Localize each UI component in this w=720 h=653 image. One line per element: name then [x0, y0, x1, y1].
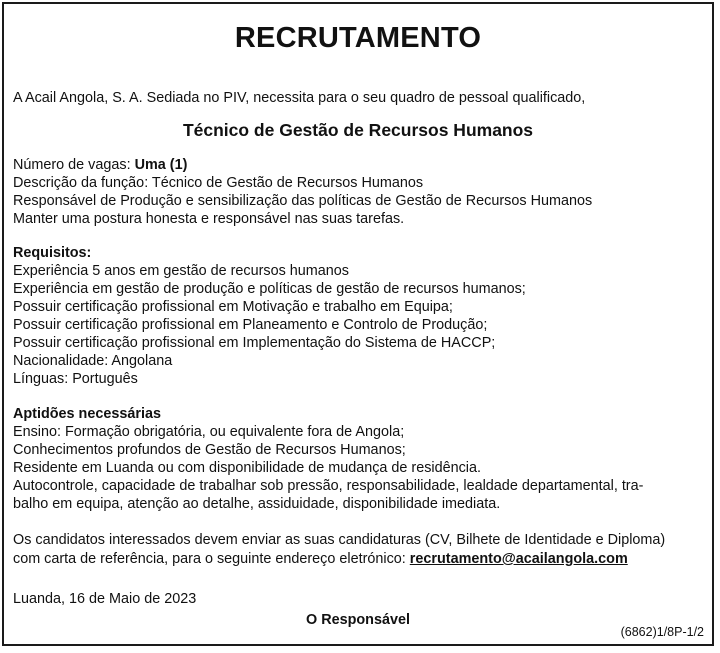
- description-line: Manter uma postura honesta e responsável nas suas tarefas.: [13, 211, 405, 227]
- application-text-2: [13, 550, 628, 568]
- requirement-item: Línguas: Português: [13, 371, 138, 387]
- skill-item: Ensino: Formação obrigatória, ou equivalente fora de Angola;: [13, 424, 405, 440]
- signature: O Responsável: [306, 612, 410, 628]
- skill-item: Residente em Luanda ou com disponibilidade de mudança de residência.: [13, 460, 482, 476]
- requirement-item: Nacionalidade: Angolana: [13, 353, 173, 369]
- position-title: Técnico de Gestão de Recursos Humanos: [182, 120, 534, 140]
- description-line: Descrição da função: Técnico de Gestão de Recursos Humanos: [13, 175, 424, 191]
- reference-code: (6862)1/8P-1/2: [620, 625, 704, 639]
- requirement-item: Experiência em gestão de produção e políticas de gestão de recursos humanos;: [13, 281, 526, 297]
- requirement-item: Possuir certificação profissional em Planeamento e Controlo de Produção;: [13, 317, 488, 333]
- vacancies-label: Número de vagas:: [13, 157, 131, 173]
- place-date: Luanda, 16 de Maio de 2023: [13, 591, 197, 607]
- description-line: Responsável de Produção e sensibilização das políticas de Gestão de Recursos Humanos: [13, 193, 593, 209]
- requirement-item: Possuir certificação profissional em Implementação do Sistema de HACCP;: [13, 335, 496, 351]
- vacancies-line: [13, 156, 187, 174]
- skill-item: Conhecimentos profundos de Gestão de Recursos Humanos;: [13, 442, 406, 458]
- application-prefix: com carta de referência, para o seguinte endereço eletrónico:: [13, 551, 406, 567]
- requirements-heading: Requisitos:: [13, 245, 92, 261]
- email-link[interactable]: recrutamento@acailangola.com: [409, 551, 628, 567]
- requirement-item: Possuir certificação profissional em Motivação e trabalho em Equipa;: [13, 299, 453, 315]
- job-advertisement: [2, 2, 714, 646]
- vacancies-value: Uma (1): [134, 157, 188, 173]
- application-text: Os candidatos interessados devem enviar as suas candidaturas (CV, Bilhete de Identidade e Diploma): [13, 532, 666, 548]
- skill-item: balho em equipa, atenção ao detalhe, assiduidade, disponibilidade imediata.: [13, 496, 501, 512]
- ad-title: RECRUTAMENTO: [234, 22, 482, 54]
- requirement-item: Experiência 5 anos em gestão de recursos humanos: [13, 263, 349, 279]
- intro-text: A Acail Angola, S. A. Sediada no PIV, necessita para o seu quadro de pessoal qualificado,: [13, 90, 586, 106]
- skills-heading: Aptidões necessárias: [13, 406, 161, 422]
- skill-item: Autocontrole, capacidade de trabalhar sob pressão, responsabilidade, lealdade departamental, tra-: [13, 478, 644, 494]
